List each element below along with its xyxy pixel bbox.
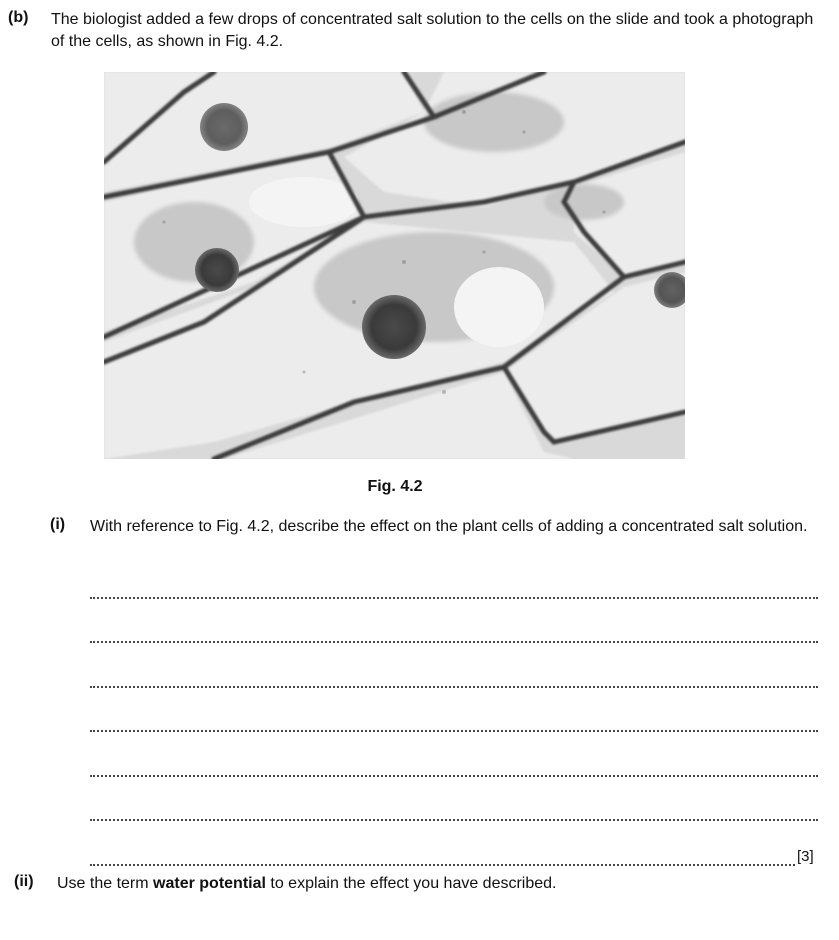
question-text-ii-before: Use the term: [57, 875, 154, 892]
nucleus-shape: [362, 295, 426, 359]
figure-caption: Fig. 4.2: [367, 478, 423, 495]
answer-line[interactable]: [90, 775, 818, 777]
micrograph-image: [104, 72, 685, 459]
answer-line[interactable]: [90, 730, 818, 732]
term-water-potential: water potential: [153, 875, 266, 892]
question-text-ii: [57, 873, 557, 895]
nucleus-shape: [195, 248, 239, 292]
answer-line[interactable]: [90, 819, 818, 821]
figure-4-2-micrograph: [104, 72, 685, 459]
question-text-ii-after: to explain the effect you have described.: [265, 875, 557, 892]
answer-line[interactable]: [90, 864, 795, 866]
answer-line[interactable]: [90, 597, 818, 599]
nucleus-shape: [200, 103, 248, 151]
question-text-b: The biologist added a few drops of concentrated salt solution to the cells on the slide and took a photograph of the cells, as shown in Fig. 4.2.: [51, 11, 814, 50]
question-text-i: With reference to Fig. 4.2, describe the effect on the plant cells of adding a concentrated salt solution.: [90, 518, 808, 535]
question-label-ii: (ii): [14, 873, 34, 890]
answer-line[interactable]: [90, 686, 818, 688]
marks-indicator: [3]: [797, 848, 814, 865]
question-label-i: (i): [50, 516, 66, 533]
answer-line[interactable]: [90, 641, 818, 643]
question-label-b: (b): [8, 9, 29, 26]
